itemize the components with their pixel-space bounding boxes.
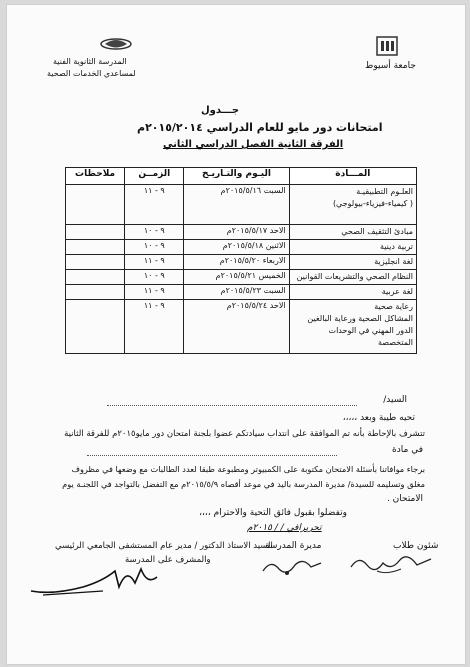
subject-text: العلـوم التطبيقيـة xyxy=(356,187,413,196)
table-row xyxy=(66,255,417,270)
table-row xyxy=(66,240,417,255)
subject-text: مبادئ التثقيف الصحي xyxy=(341,227,413,236)
table-row xyxy=(66,225,417,240)
university-logo-icon xyxy=(375,35,399,57)
header-time: الزمــن xyxy=(125,168,184,185)
subject-cell xyxy=(289,300,416,354)
header-subject: المـــادة xyxy=(289,168,416,185)
salutation: السيد/ xyxy=(383,395,407,405)
header-date: اليـوم والتـاريـخ xyxy=(184,168,289,185)
notes-cell xyxy=(66,285,125,300)
principal-title: مديرة المدرسة xyxy=(265,541,322,551)
exam-schedule-table xyxy=(65,167,417,354)
time-cell: ٩ - ١١ xyxy=(125,285,184,300)
letter-paragraph-2-line1: برجاء موافاتنا بأسئلة الامتحان مكتوبة على الكمبيوتر ومطبوعة طبقا لعدد الطالبات مع وضعها في مظروف xyxy=(71,464,425,474)
student-affairs-title: شئون طلاب xyxy=(393,541,439,551)
university-name: جامعة أسيوط xyxy=(365,61,416,71)
school-name-line1: المدرسة الثانوية الفنية xyxy=(53,57,127,66)
principal-signature xyxy=(257,553,327,579)
time-cell: ٩ - ١١ xyxy=(125,300,184,354)
table-header-row xyxy=(66,168,417,185)
date-cell: الاربعاء ٢٠١٥/٥/٢٠م xyxy=(184,255,289,270)
document-page xyxy=(6,4,466,665)
time-cell: ٩ - ١٠ xyxy=(125,225,184,240)
subject-text: النظام الصحي والتشريعات القوانين xyxy=(296,272,413,281)
date-cell: الخميس ٢٠١٥/٥/٢١م xyxy=(184,270,289,285)
school-logo-icon xyxy=(99,37,133,51)
subject-text: الدور المهني في الوحدات المتخصصة xyxy=(328,326,413,347)
school-name-line2: لمساعدي الخدمات الصحية xyxy=(47,69,136,78)
header-notes: ملاحظات xyxy=(66,168,125,185)
subject-text: رعاية صحية xyxy=(374,302,413,311)
subject-cell xyxy=(289,185,416,225)
notes-cell xyxy=(66,225,125,240)
subject-cell xyxy=(289,225,416,240)
date-cell: الاثنين ٢٠١٥/٥/١٨م xyxy=(184,240,289,255)
table-row xyxy=(66,185,417,225)
hospital-director-signature xyxy=(23,561,173,599)
table-row xyxy=(66,285,417,300)
letter-paragraph-2-line2: مغلق وتسليمه للسيدة/ مديرة المدرسة باليد في موعد أقصاه ٢٠١٥/٥/٩م مع التفضل بالتواجد في اللجنـة يوم xyxy=(62,479,425,489)
letter-closing: وتفضلوا بقبول فائق التحية والاحترام ،،،، xyxy=(199,508,347,518)
issue-date-line: تحريرافي / / ٢٠١٥م xyxy=(247,523,322,533)
subject-text: لغة انجليزية xyxy=(374,257,413,266)
notes-cell xyxy=(66,240,125,255)
date-cell: السبت ٢٠١٥/٥/١٦م xyxy=(184,185,289,225)
letter-paragraph-1: تتشرف بالإحاطة بأنه تم الموافقة على انتداب سيادتكم عضوا بلجنة امتحان دور مايو٢٠١٥م للفرقة الثانية xyxy=(64,429,425,439)
time-cell: ٩ - ١١ xyxy=(125,255,184,270)
date-cell: السبت ٢٠١٥/٥/٢٣م xyxy=(184,285,289,300)
letter-paragraph-1-cont: في مادة xyxy=(392,445,423,455)
time-cell: ٩ - ١٠ xyxy=(125,240,184,255)
document-subtitle: الفرقة الثانية الفصل الدراسي الثاني xyxy=(163,139,344,150)
subject-cell xyxy=(289,240,416,255)
document-title-word: جـــدول xyxy=(201,105,240,116)
subject-cell xyxy=(289,255,416,270)
date-cell: الاحد ٢٠١٥/٥/٢٤م xyxy=(184,300,289,354)
subject-text: لغة عربية xyxy=(381,287,413,296)
hospital-director-title-line2: والمشرف على المدرسة xyxy=(125,555,211,565)
date-cell: الاحد ٢٠١٥/٥/١٧م xyxy=(184,225,289,240)
notes-cell xyxy=(66,300,125,354)
greeting: تحيه طيبة وبعد ،،،،، xyxy=(342,413,415,423)
table-row xyxy=(66,300,417,354)
time-cell: ٩ - ١١ xyxy=(125,185,184,225)
notes-cell xyxy=(66,255,125,270)
letter-paragraph-2-line3: الامتحان . xyxy=(386,494,423,504)
time-cell: ٩ - ١٠ xyxy=(125,270,184,285)
recipient-blank-line xyxy=(107,405,357,406)
hospital-director-title: السيد الاستاذ الدكتور / مدير عام المستشفى الجامعي الرئيسي xyxy=(55,541,273,551)
subject-text: تربية دينية xyxy=(379,242,413,251)
student-affairs-signature xyxy=(347,551,437,577)
table-row xyxy=(66,270,417,285)
subject-blank-line xyxy=(87,455,337,456)
document-title: امتحانات دور مايو للعام الدراسي ٢٠١٥/٢٠١٤م xyxy=(137,121,383,134)
subject-text: ( كيمياء-فيزياء-بيولوجي) xyxy=(332,199,413,208)
subject-cell xyxy=(289,285,416,300)
notes-cell xyxy=(66,270,125,285)
subject-text: المشاكل الصحية ورعاية البالغين xyxy=(307,314,413,323)
subject-cell xyxy=(289,270,416,285)
notes-cell xyxy=(66,185,125,225)
